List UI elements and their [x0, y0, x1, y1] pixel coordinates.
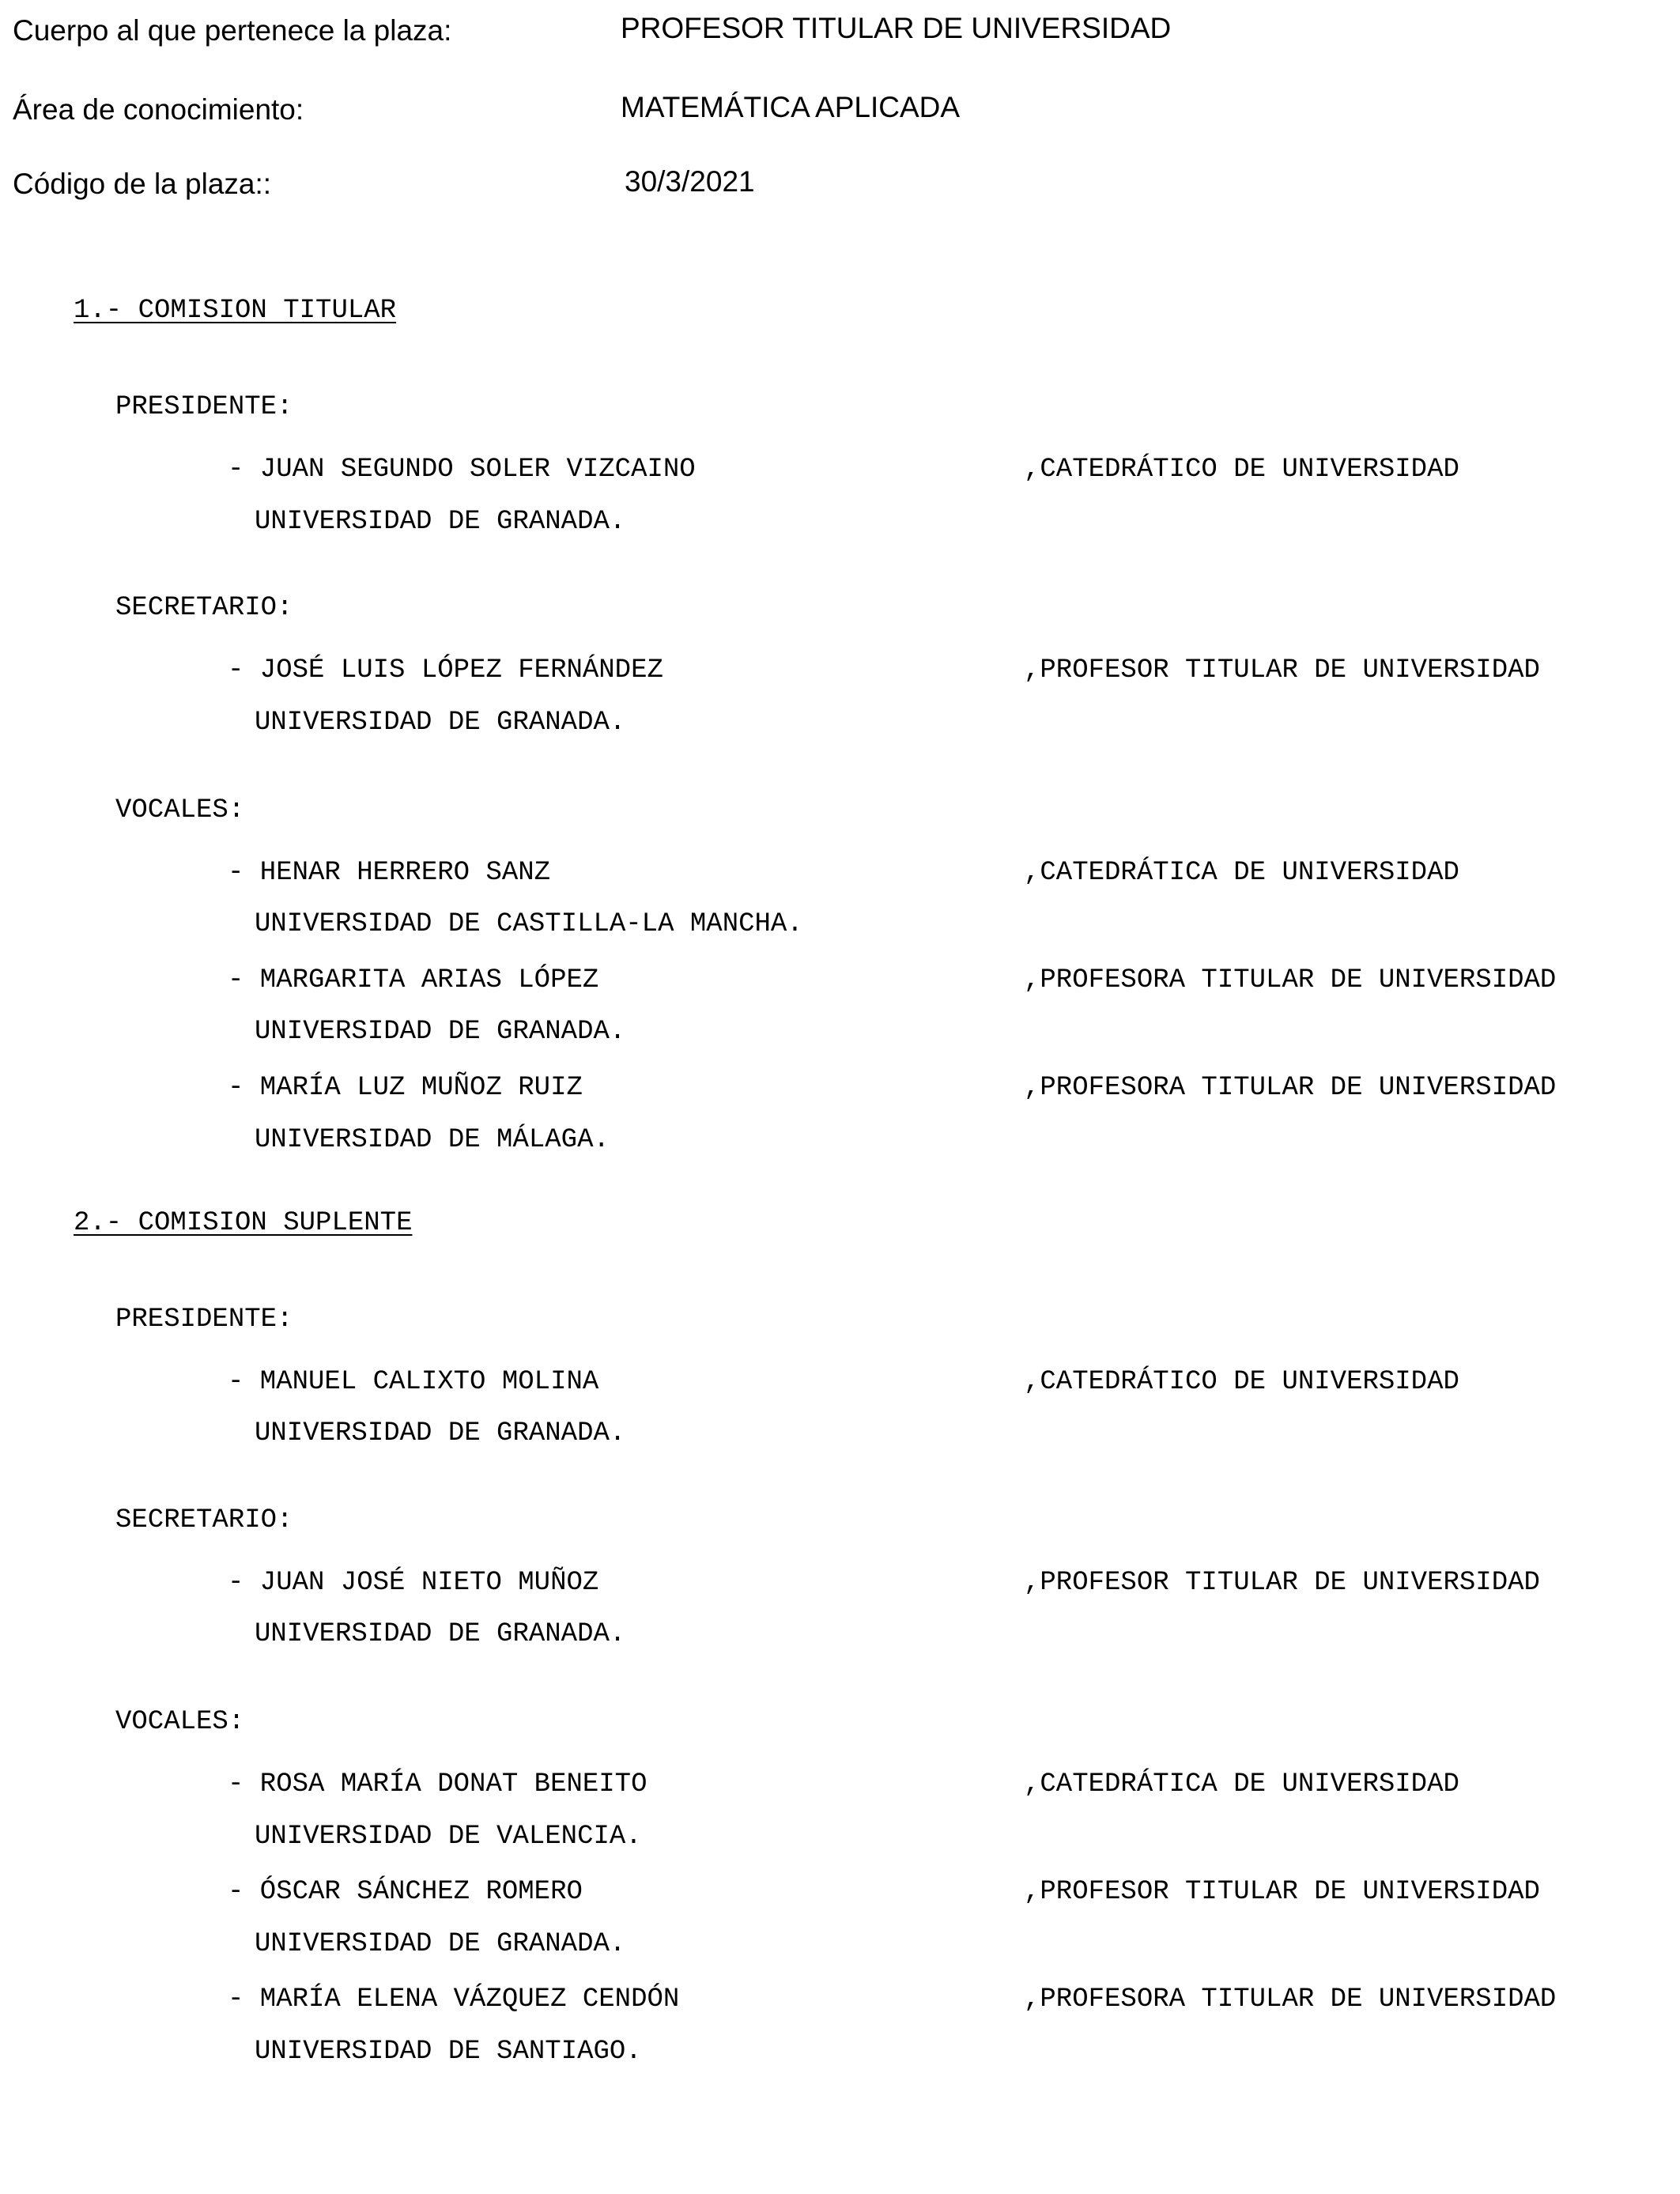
member-title: ,PROFESOR TITULAR DE UNIVERSIDAD [1024, 655, 1540, 685]
member-title: ,CATEDRÁTICO DE UNIVERSIDAD [1024, 455, 1459, 485]
member-name: - MARÍA ELENA VÁZQUEZ CENDÓN [228, 1984, 680, 2015]
member-name: - HENAR HERRERO SANZ [228, 858, 551, 888]
cuerpo-value: PROFESOR TITULAR DE UNIVERSIDAD [621, 12, 1172, 44]
section-heading-titular: 1.- COMISION TITULAR [74, 296, 397, 326]
member-title: ,CATEDRÁTICO DE UNIVERSIDAD [1024, 1367, 1459, 1397]
member-title: ,CATEDRÁTICA DE UNIVERSIDAD [1024, 858, 1459, 888]
role-label-secretario: SECRETARIO: [115, 593, 293, 623]
member-university: UNIVERSIDAD DE MÁLAGA. [255, 1125, 610, 1155]
member-university: UNIVERSIDAD DE GRANADA. [255, 1017, 626, 1047]
member-name: - MARÍA LUZ MUÑOZ RUIZ [228, 1073, 583, 1103]
member-title: ,PROFESORA TITULAR DE UNIVERSIDAD [1024, 1073, 1557, 1103]
member-name: - JUAN SEGUNDO SOLER VIZCAINO [228, 455, 696, 485]
member-university: UNIVERSIDAD DE GRANADA. [255, 507, 626, 537]
member-title: ,PROFESORA TITULAR DE UNIVERSIDAD [1024, 1984, 1557, 2015]
member-name: - JUAN JOSÉ NIETO MUÑOZ [228, 1568, 599, 1598]
role-label-presidente: PRESIDENTE: [115, 1305, 293, 1335]
member-name: - ROSA MARÍA DONAT BENEITO [228, 1769, 647, 1799]
member-university: UNIVERSIDAD DE VALENCIA. [255, 1822, 642, 1852]
section-heading-suplente: 2.- COMISION SUPLENTE [74, 1208, 413, 1238]
area-label: Área de conocimiento: [13, 93, 304, 126]
member-university: UNIVERSIDAD DE GRANADA. [255, 1619, 626, 1649]
codigo-label: Código de la plaza:: [13, 168, 272, 200]
role-label-vocales: VOCALES: [115, 1707, 245, 1737]
role-label-secretario: SECRETARIO: [115, 1505, 293, 1535]
member-title: ,PROFESOR TITULAR DE UNIVERSIDAD [1024, 1877, 1540, 1907]
member-title: ,PROFESOR TITULAR DE UNIVERSIDAD [1024, 1568, 1540, 1598]
role-label-vocales: VOCALES: [115, 795, 245, 825]
cuerpo-label: Cuerpo al que pertenece la plaza: [13, 14, 452, 47]
area-value: MATEMÁTICA APLICADA [621, 91, 961, 123]
member-title: ,PROFESORA TITULAR DE UNIVERSIDAD [1024, 965, 1557, 995]
member-name: - MANUEL CALIXTO MOLINA [228, 1367, 599, 1397]
member-name: - JOSÉ LUIS LÓPEZ FERNÁNDEZ [228, 655, 663, 685]
role-label-presidente: PRESIDENTE: [115, 392, 293, 422]
member-university: UNIVERSIDAD DE GRANADA. [255, 1418, 626, 1448]
member-name: - ÓSCAR SÁNCHEZ ROMERO [228, 1877, 583, 1907]
member-university: UNIVERSIDAD DE CASTILLA-LA MANCHA. [255, 909, 803, 939]
member-university: UNIVERSIDAD DE GRANADA. [255, 1929, 626, 1959]
codigo-value: 30/3/2021 [625, 165, 755, 198]
member-university: UNIVERSIDAD DE GRANADA. [255, 708, 626, 738]
member-university: UNIVERSIDAD DE SANTIAGO. [255, 2037, 642, 2067]
member-name: - MARGARITA ARIAS LÓPEZ [228, 965, 599, 995]
member-title: ,CATEDRÁTICA DE UNIVERSIDAD [1024, 1769, 1459, 1799]
